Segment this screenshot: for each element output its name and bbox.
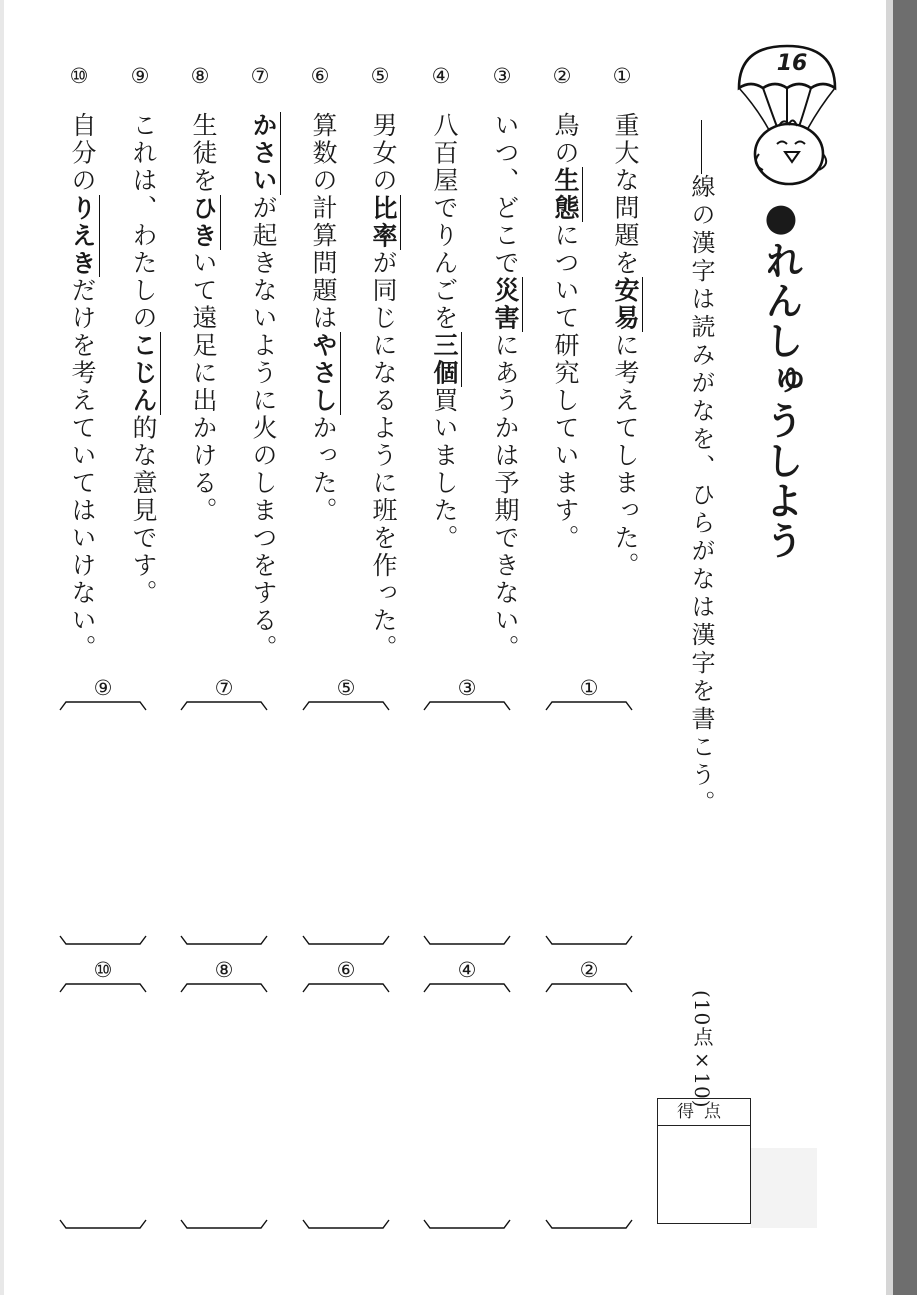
question-text	[487, 112, 523, 662]
sentence-part: いつ、どこで	[491, 112, 520, 277]
score-box	[657, 1098, 751, 1224]
answer-box[interactable]	[179, 982, 269, 1232]
answer-label: ②	[579, 958, 599, 982]
question-number: ③	[492, 64, 512, 88]
question-number: ①	[612, 64, 632, 88]
sentence-part: いて遠足に出かける。	[189, 249, 218, 525]
answer-box[interactable]	[422, 700, 512, 948]
score-caption: (10点×10)	[690, 990, 714, 1109]
score-label: 得点	[658, 1099, 750, 1126]
sentence-part: が起きないように火のしまつをする。	[249, 194, 278, 662]
sentence-part: 鳥の	[551, 112, 580, 167]
target-word: 三個	[430, 332, 462, 387]
answer-box[interactable]	[301, 982, 391, 1232]
instruction: 線の漢字は読みがなを、ひらがなは漢字を書こう。	[684, 120, 719, 818]
sentence-part: 買いました。	[430, 387, 459, 552]
target-word: 安易	[611, 277, 643, 332]
question-text	[365, 112, 401, 662]
answer-box[interactable]	[179, 700, 269, 948]
sentence-part: だけを考えていてはいけない。	[68, 277, 97, 662]
question-number: ⑤	[370, 64, 390, 88]
score-box-shadow	[751, 1148, 817, 1228]
answer-label: ③	[457, 676, 477, 700]
question-text	[125, 112, 161, 607]
answer-label: ⑤	[336, 676, 356, 700]
underline-mark	[701, 120, 702, 174]
sentence-part: 自分の	[68, 112, 97, 195]
target-word: こじん	[129, 332, 161, 415]
sentence-part: が同じになるように班を作った。	[369, 249, 398, 662]
sentence-part: について研究しています。	[551, 222, 580, 552]
target-word: ひき	[189, 195, 221, 250]
sentence-part: 的な意見です。	[129, 414, 158, 607]
answer-label: ①	[579, 676, 599, 700]
answer-box[interactable]	[58, 700, 148, 948]
question-number: ②	[552, 64, 572, 88]
target-word: かさい	[249, 112, 281, 195]
question-number: ⑧	[190, 64, 210, 88]
book-spine	[893, 0, 917, 1295]
answer-box[interactable]	[422, 982, 512, 1232]
question-text	[305, 112, 341, 525]
target-word: りえき	[68, 195, 100, 278]
binding-edge	[886, 0, 893, 1295]
sentence-part: 重大な問題を	[611, 112, 640, 277]
question-text	[245, 112, 281, 662]
section-title: ●れんしゅうしよう	[759, 195, 803, 561]
answer-label: ⑧	[214, 958, 234, 982]
answer-box[interactable]	[544, 982, 634, 1232]
sentence-part: これは、わたしの	[129, 112, 158, 332]
question-text	[426, 112, 462, 552]
target-word: 生態	[551, 167, 583, 222]
sentence-part: 生徒を	[189, 112, 218, 195]
question-number: ⑨	[130, 64, 150, 88]
question-text	[547, 112, 583, 552]
question-number: ④	[431, 64, 451, 88]
answer-box[interactable]	[301, 700, 391, 948]
sentence-part: にあうかは予期できない。	[491, 332, 520, 662]
target-word: 災害	[491, 277, 523, 332]
question-number: ⑥	[310, 64, 330, 88]
answer-label: ⑥	[336, 958, 356, 982]
question-text	[185, 112, 221, 525]
page-edge	[0, 0, 4, 1295]
answer-box[interactable]	[544, 700, 634, 948]
question-text	[64, 112, 100, 662]
answer-label: ④	[457, 958, 477, 982]
answer-label: ⑩	[93, 958, 113, 982]
target-word: 比率	[369, 195, 401, 250]
question-number: ⑦	[250, 64, 270, 88]
sentence-part: かった。	[309, 414, 338, 525]
sentence-part: 算数の計算問題は	[309, 112, 338, 332]
answer-box[interactable]	[58, 982, 148, 1232]
sentence-part: 八百屋でりんごを	[430, 112, 459, 332]
sentence-part: に考えてしまった。	[611, 332, 640, 580]
lesson-number: 16	[776, 51, 808, 76]
answer-label: ⑦	[214, 676, 234, 700]
question-text	[607, 112, 643, 580]
question-number: ⑩	[69, 64, 89, 88]
target-word: やさし	[309, 332, 341, 415]
answer-label: ⑨	[93, 676, 113, 700]
sentence-part: 男女の	[369, 112, 398, 195]
